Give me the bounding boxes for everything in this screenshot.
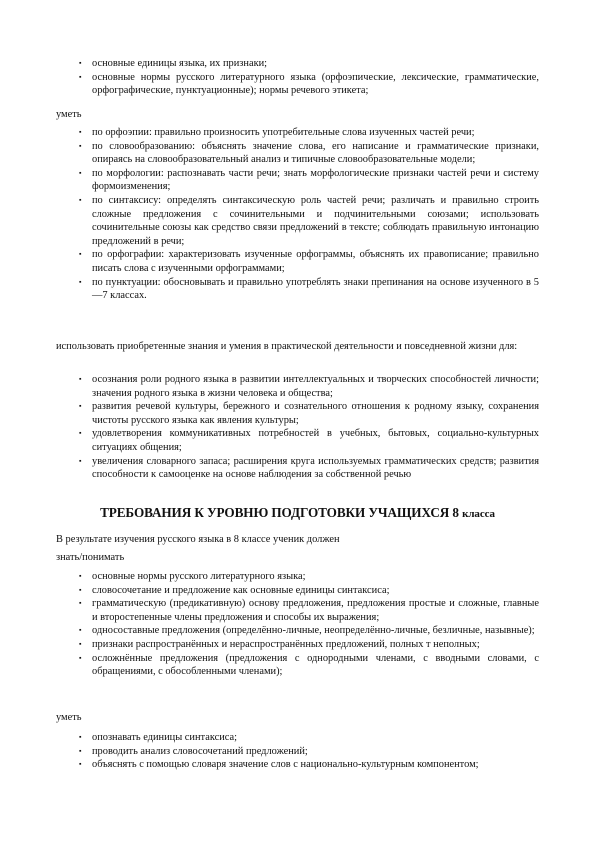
bullet-icon: ▪ bbox=[79, 639, 82, 648]
list-item bbox=[79, 731, 539, 745]
list-item bbox=[79, 638, 539, 652]
list-item-text: основные нормы русского литературного языка; bbox=[92, 571, 306, 582]
list-item bbox=[79, 427, 539, 454]
label-umet-2: уметь bbox=[56, 712, 82, 723]
bullet-icon: ▪ bbox=[79, 760, 82, 769]
list-item bbox=[79, 745, 539, 759]
bullet-icon: ▪ bbox=[79, 250, 82, 259]
section-heading bbox=[56, 505, 539, 522]
list-item-text: объяснять с помощью словаря значение слов с национально-культурным компонентом; bbox=[92, 759, 479, 771]
list-item-text: по орфографии: характеризовать изученные орфограммы, объяснять их правописание; правильно писать слова с изученными орфограммами; bbox=[92, 249, 539, 274]
list-item bbox=[79, 126, 539, 140]
bullet-list-znat bbox=[79, 570, 539, 679]
list-item bbox=[79, 71, 539, 98]
list-item-text: по синтаксису: определять синтаксическую роль частей речи; различать и правильно строить сложные предложения с сочинительными и подчинительными союзами; использовать сочинительные союзы как средство связи предложений в тексте; соблюдать правильную интонацию предложений в речи; bbox=[92, 194, 539, 247]
bullet-icon: ▪ bbox=[79, 746, 82, 755]
list-item-text: по морфологии: распознавать части речи; знать морфологические признаки частей речи и систему формоизменения; bbox=[92, 167, 539, 193]
bullet-icon: ▪ bbox=[79, 141, 82, 150]
list-item bbox=[79, 624, 539, 638]
list-item bbox=[79, 597, 539, 624]
bullet-icon: ▪ bbox=[79, 375, 82, 383]
bullet-icon: ▪ bbox=[79, 585, 82, 594]
bullet-list-skills bbox=[79, 126, 539, 303]
heading-tail: класса bbox=[462, 508, 495, 520]
list-item-text: словосочетание и предложение как основные единицы синтаксиса; bbox=[92, 584, 390, 596]
bullet-icon: ▪ bbox=[79, 599, 82, 608]
list-item-text: увеличения словарного запаса; расширения круга используемых грамматических средств; развития способности к самооценке на основе наблюдения за собственной речью bbox=[92, 455, 539, 481]
list-item-text: грамматическую (предикативную) основу предложения, предложения простые и сложные, главные и второстепенные члены предложения и способы их выражения; bbox=[92, 598, 539, 623]
list-item bbox=[79, 276, 539, 303]
list-item bbox=[79, 584, 539, 598]
label-znat: знать/понимать bbox=[56, 552, 125, 563]
list-item bbox=[79, 455, 539, 482]
list-item bbox=[79, 570, 539, 584]
bullet-list-skills-8 bbox=[79, 731, 539, 772]
list-item-text: осознания роли родного языка в развитии интеллектуальных и творческих способностей личности; значения родного языка в жизни человека и общества; bbox=[92, 374, 539, 399]
bullet-icon: ▪ bbox=[79, 128, 82, 136]
list-item bbox=[79, 167, 539, 194]
bullet-icon: ▪ bbox=[79, 402, 82, 411]
list-item bbox=[79, 758, 539, 772]
list-item-text: по орфоэпии: правильно произносить употребительные слова изученных частей речи; bbox=[92, 127, 475, 138]
list-item bbox=[79, 400, 539, 427]
heading-main: ТРЕБОВАНИЯ К УРОВНЮ ПОДГОТОВКИ УЧАЩИХСЯ 8 bbox=[100, 505, 459, 520]
bullet-icon: ▪ bbox=[79, 429, 82, 438]
bullet-icon: ▪ bbox=[79, 733, 82, 741]
bullet-icon: ▪ bbox=[79, 653, 82, 662]
list-item bbox=[79, 140, 539, 167]
bullet-list-knowledge bbox=[79, 57, 539, 98]
bullet-icon: ▪ bbox=[79, 277, 82, 286]
list-item bbox=[79, 248, 539, 275]
list-item-text: по словообразованию: объяснять значение слова, его написание и грамматические признаки, опираясь на словообразовательный анализ и типичные словообразовательные модели; bbox=[92, 140, 539, 166]
bullet-icon: ▪ bbox=[79, 59, 82, 67]
list-item bbox=[79, 652, 539, 679]
list-item-text: основные единицы языка, их признаки; bbox=[92, 58, 268, 69]
list-item-text: опознавать единицы синтаксиса; bbox=[92, 732, 238, 743]
list-item-text: развития речевой культуры, бережного и сознательного отношения к родному языку, сохранения чистоты русского языка как явления культуры; bbox=[92, 401, 539, 426]
bullet-list-use bbox=[79, 373, 539, 482]
bullet-icon: ▪ bbox=[79, 168, 82, 177]
list-item-text: односоставные предложения (определённо-личные, неопределённо-личные, безличные, назывные); bbox=[92, 625, 535, 637]
bullet-icon: ▪ bbox=[79, 626, 82, 635]
bullet-icon: ▪ bbox=[79, 195, 82, 204]
bullet-icon: ▪ bbox=[79, 456, 82, 465]
list-item-text: признаки распространённых и нераспространённых предложений, полных т неполных; bbox=[92, 638, 480, 650]
list-item-text: осложнённые предложения (предложения с однородными членами, с вводными словами, с обращениями, с обособленными членами); bbox=[92, 652, 539, 678]
list-item-text: основные нормы русского литературного языка (орфоэпические, лексические, грамматические, орфографические, пунктуационные); нормы речевого этикета; bbox=[92, 71, 539, 97]
paragraph-use: использовать приобретенные знания и умения в практической деятельности и повседневной жизни для: bbox=[56, 341, 518, 352]
bullet-icon: ▪ bbox=[79, 572, 82, 580]
list-item bbox=[79, 57, 539, 71]
list-item bbox=[79, 194, 539, 248]
list-item-text: удовлетворения коммуникативных потребностей в учебных, бытовых, социально-культурных ситуациях общения; bbox=[92, 428, 539, 453]
list-item-text: по пунктуации: обосновывать и правильно употреблять знаки препинания на основе изученного в 5—7 классах. bbox=[92, 276, 539, 302]
list-item-text: проводить анализ словосочетаний предложений; bbox=[92, 745, 308, 757]
bullet-icon: ▪ bbox=[79, 72, 82, 81]
list-item bbox=[79, 373, 539, 400]
intro-line: В результате изучения русского языка в 8 классе ученик должен bbox=[56, 534, 340, 545]
label-umet-1: уметь bbox=[56, 109, 82, 120]
